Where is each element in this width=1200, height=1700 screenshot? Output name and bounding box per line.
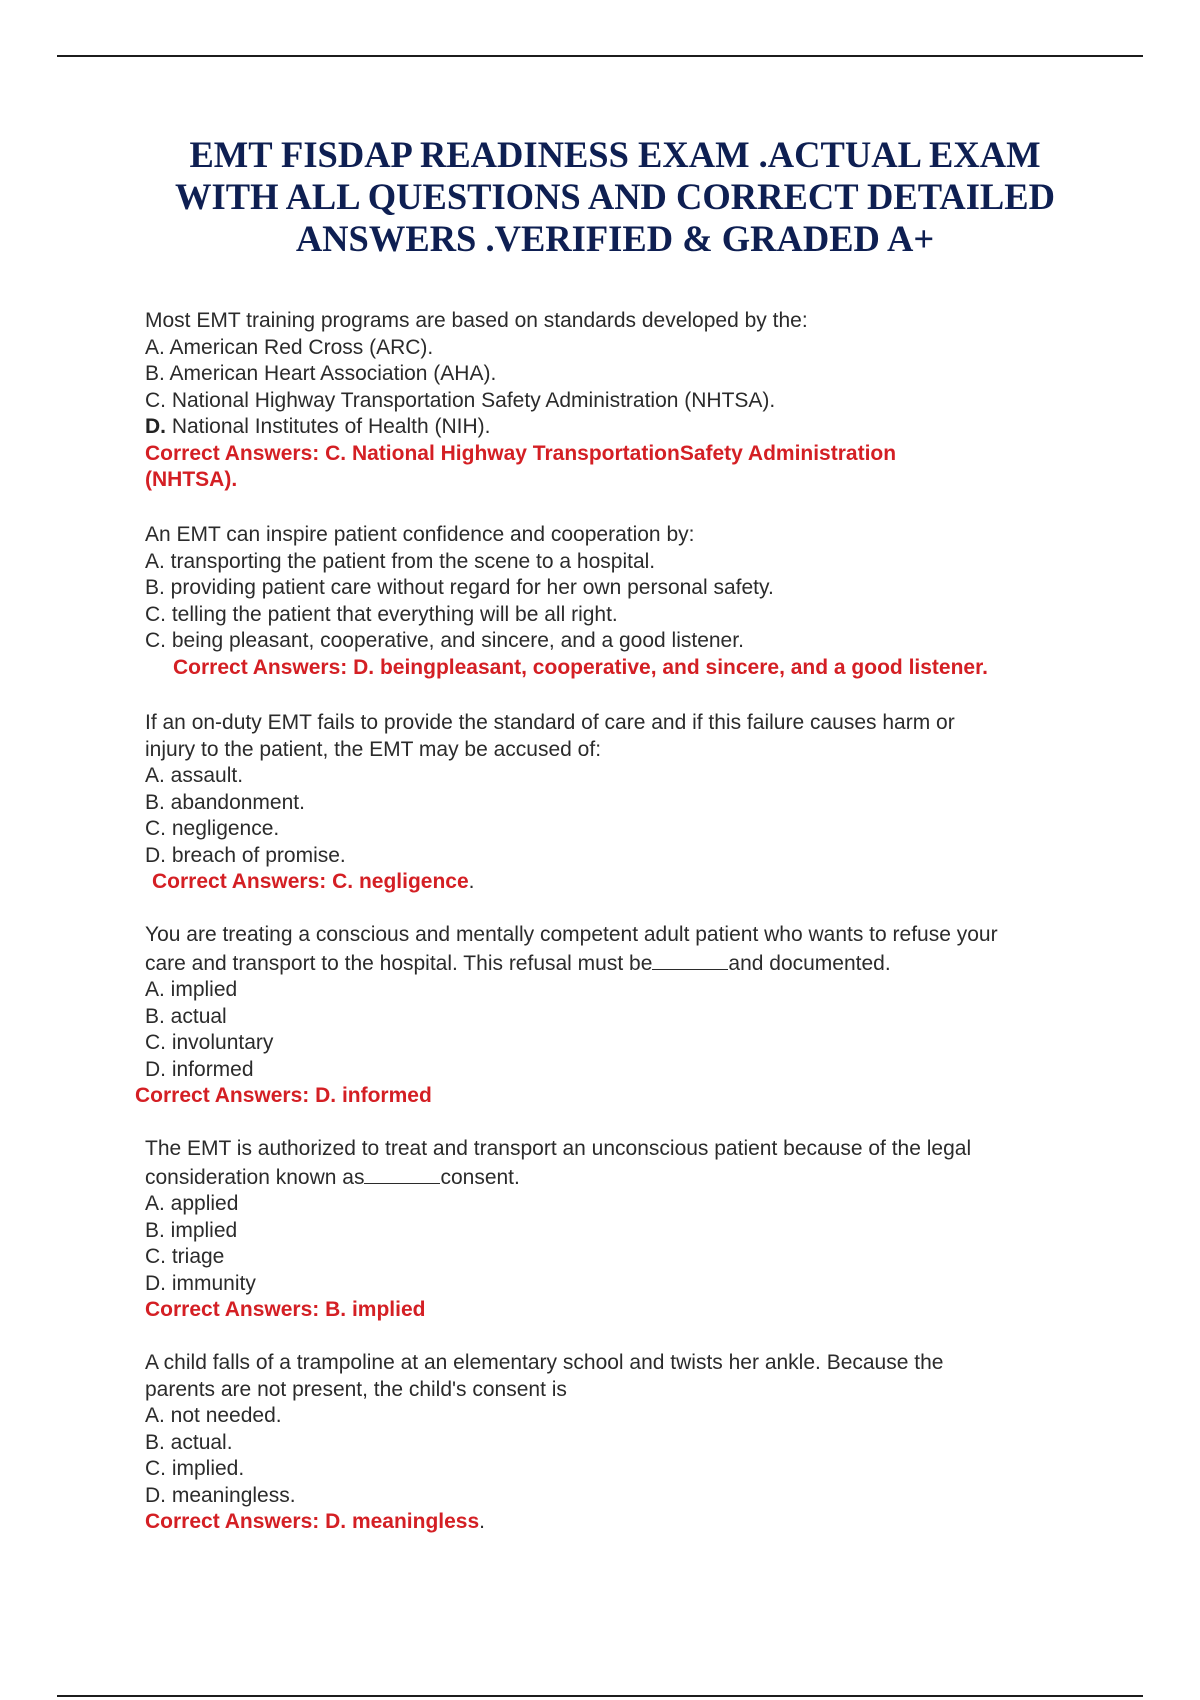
top-rule <box>57 55 1143 57</box>
option-d: D. breach of promise. <box>145 843 346 867</box>
page-title: EMT FISDAP READINESS EXAM .ACTUAL EXAM WITH ALL QUESTIONS AND CORRECT DETAILED ANSWERS .VERIFIED & GRADED A+ <box>175 134 1055 259</box>
option-c: C. triage <box>145 1245 225 1268</box>
option-d: C. being pleasant, cooperative, and sincere, and a good listener. <box>145 629 744 652</box>
correct-answer-text: Correct Answers: D. meaningless <box>145 1510 480 1533</box>
correct-answer: Correct Answers: D. beingpleasant, cooperative, and sincere, and a good listener. <box>173 655 988 679</box>
question-stem-part-a: consideration known as <box>145 1165 365 1189</box>
correct-answer-continued: (NHTSA). <box>145 468 238 491</box>
option-c: C. National Highway Transportation Safety Administration (NHTSA). <box>145 388 776 412</box>
correct-answer-period: . <box>479 1510 486 1533</box>
correct-answer-period: . <box>468 870 475 893</box>
fill-in-blank <box>364 1163 440 1184</box>
option-d-letter: D. <box>145 415 166 438</box>
option-a: A. applied <box>145 1192 239 1215</box>
option-a: A. American Red Cross (ARC). <box>145 335 434 359</box>
question-6 <box>145 1350 1105 1536</box>
question-3 <box>145 710 1105 896</box>
question-stem-line-1: If an on-duty EMT fails to provide the standard of care and if this failure causes harm or <box>145 711 955 734</box>
option-b: B. actual <box>145 1004 227 1028</box>
question-stem-part-b: and documented. <box>728 951 891 975</box>
bottom-rule <box>57 1695 1143 1697</box>
question-stem-part-b: consent. <box>440 1165 520 1189</box>
question-stem-line-2: injury to the patient, the EMT may be accused of: <box>145 737 602 761</box>
question-stem-line-1: A child falls of a trampoline at an elementary school and twists her ankle. Because the <box>145 1351 944 1374</box>
question-stem: Most EMT training programs are based on standards developed by the: <box>145 309 808 332</box>
option-a: A. assault. <box>145 764 244 787</box>
option-b: B. implied <box>145 1218 238 1242</box>
question-2 <box>145 522 1105 681</box>
option-c: C. involuntary <box>145 1031 274 1054</box>
question-stem-line-1: You are treating a conscious and mentally competent adult patient who wants to refuse your <box>145 923 998 946</box>
option-b: B. abandonment. <box>145 790 305 814</box>
option-d <box>145 414 1105 441</box>
option-c: C. telling the patient that everything will be all right. <box>145 602 618 626</box>
option-b: B. American Heart Association (AHA). <box>145 362 497 385</box>
question-stem-line-2 <box>145 949 1105 978</box>
correct-answer: Correct Answers: D. informed <box>135 1084 432 1107</box>
question-stem-line-2 <box>145 1163 1105 1192</box>
question-stem-line-1: The EMT is authorized to treat and transport an unconscious patient because of the legal <box>145 1137 972 1160</box>
option-b: B. actual. <box>145 1430 233 1454</box>
option-d: D. meaningless. <box>145 1483 296 1507</box>
question-4 <box>135 922 1105 1110</box>
option-d: D. immunity <box>145 1271 256 1295</box>
correct-answer: Correct Answers: B. implied <box>145 1298 426 1321</box>
correct-answer <box>145 869 1105 896</box>
question-1 <box>145 308 1105 494</box>
option-a: A. transporting the patient from the scene to a hospital. <box>145 549 656 573</box>
option-c: C. negligence. <box>145 817 280 840</box>
option-d-text: National Institutes of Health (NIH). <box>166 415 491 438</box>
question-stem-part-a: care and transport to the hospital. This refusal must be <box>145 951 653 975</box>
question-5 <box>145 1136 1105 1324</box>
fill-in-blank <box>652 949 728 970</box>
correct-answer: Correct Answers: C. National Highway TransportationSafety Administration <box>145 441 897 465</box>
option-c: C. implied. <box>145 1457 245 1480</box>
option-a: A. not needed. <box>145 1404 282 1427</box>
question-stem: An EMT can inspire patient confidence and cooperation by: <box>145 523 695 546</box>
option-b: B. providing patient care without regard for her own personal safety. <box>145 576 774 599</box>
option-a: A. implied <box>145 978 238 1001</box>
correct-answer <box>145 1509 1105 1536</box>
question-stem-line-2: parents are not present, the child's consent is <box>145 1377 567 1401</box>
correct-answer-text: Correct Answers: C. negligence <box>152 870 469 893</box>
option-d: D. informed <box>145 1057 254 1081</box>
